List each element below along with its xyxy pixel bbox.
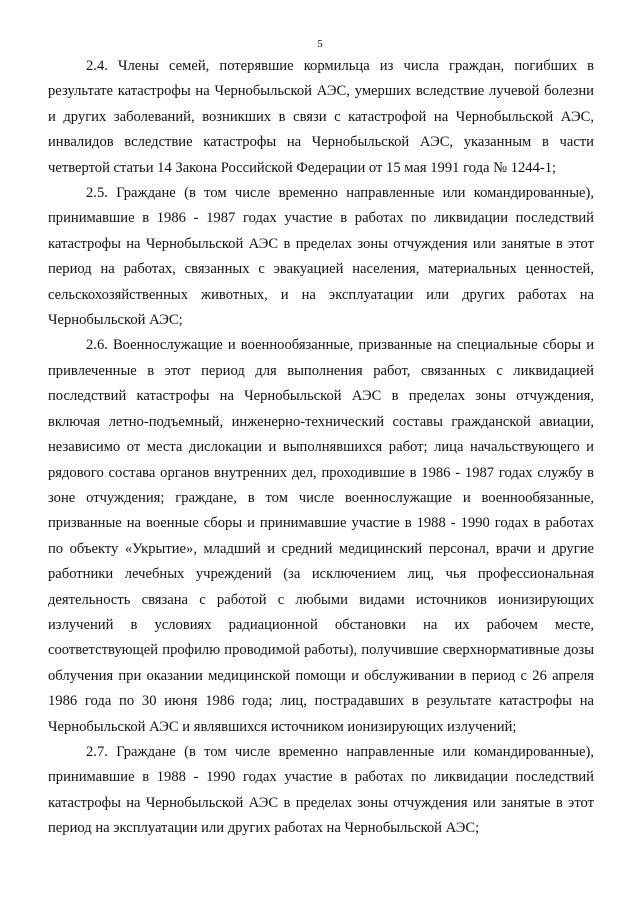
paragraph-2-6: 2.6. Военнослужащие и военнообязанные, призванные на специальные сборы и привлеченные в этот период для выполнения работ, связанных с ликвидацией последствий катастрофы на Чернобыльской АЭС в пределах зоны отчуждения, включая летно-подъемный, инженерно-технический составы гражданской авиации, независимо от места дислокации и выполнявшихся работ; лица начальствующего и рядового состава органов внутренних дел, проходившие в 1986 - 1987 годах службу в зоне отчуждения; граждане, в том числе военнослужащие и военнообязанные, призванные на военные сборы и принимавшие участие в 1988 - 1990 годах в работах по объекту «Укрытие», младший и средний медицинский персонал, врачи и другие работники лечебных учреждений (за исключением лиц, чья профессиональная деятельность связана с работой с любыми видами источников ионизирующих излучений в условиях радиационной обстановки на их рабочем месте, соответствующей профилю проводимой работы), получившие сверхнормативные дозы облучения при оказании медицинской помощи и обслуживании в период с 26 апреля 1986 года по 30 июня 1986 года; лиц, пострадавших в результате катастрофы на Чернобыльской АЭС и являвшихся источником ионизирующих излучений;: [48, 337, 594, 735]
paragraph-2-7: 2.7. Граждане (в том числе временно направленные или командированные), принимавшие в 1988 - 1990 годах участие в работах по ликвидации последствий катастрофы на Чернобыльской АЭС в пределах зоны отчуждения или занятые в этот период на эксплуатации или других работах на Чернобыльской АЭС;: [48, 743, 594, 837]
page-number: 5: [317, 38, 323, 50]
document-body: [48, 54, 594, 842]
paragraph-2-4: 2.4. Члены семей, потерявшие кормильца из числа граждан, погибших в результате катастрофы на Чернобыльской АЭС, умерших вследствие лучевой болезни и других заболеваний, возникших в связи с катастрофой на Чернобыльской АЭС, инвалидов вследствие катастрофы на Чернобыльской АЭС, указанным в части четвертой статьи 14 Закона Российской Федерации от 15 мая 1991 года № 1244-1;: [48, 58, 594, 176]
paragraph-2-5: 2.5. Граждане (в том числе временно направленные или командированные), принимавшие в 1986 - 1987 годах участие в работах по ликвидации последствий катастрофы на Чернобыльской АЭС в пределах зоны отчуждения или занятые в этот период на работах, связанных с эвакуацией населения, материальных ценностей, сельскохозяйственных животных, и на эксплуатации или других работах на Чернобыльской АЭС;: [48, 185, 594, 329]
